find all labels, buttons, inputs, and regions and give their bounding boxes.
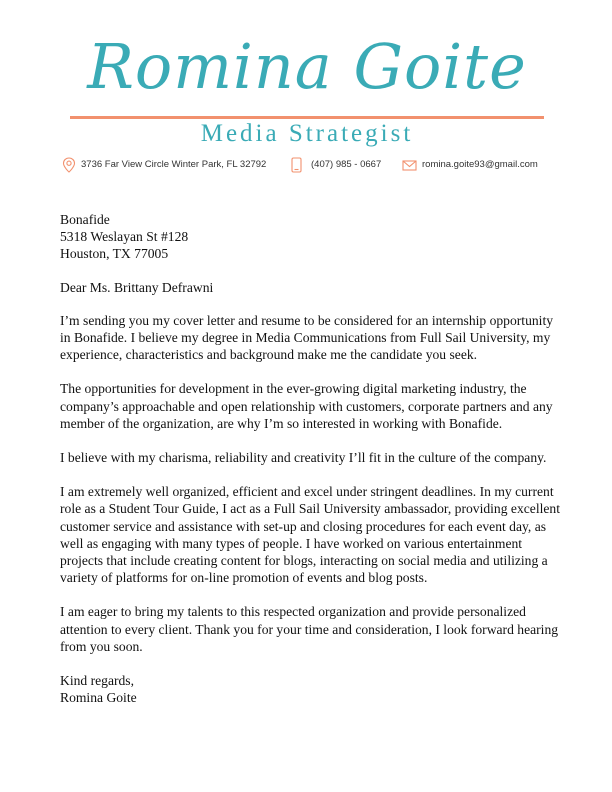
header-job-title: Media Strategist <box>200 120 414 147</box>
contact-address-text: 3736 Far View Circle Winter Park, FL 32792 <box>81 159 267 170</box>
paragraph-experience: I am extremely well organized, efficient and excel under stringent deadlines. In my current role as a Student Tour Guide, I act as a Full Sail University ambassador, providing excellent customer service and assistance with set-up and closing procedures for each event day, as well as engaging with many types of people. I have worked on various entertainment projects that include creating content for blogs, interacting on social media and utilizing a variety of platforms for on-line promotion of events and blog posts. <box>60 484 560 586</box>
envelope-icon <box>402 159 417 172</box>
signature-name: Romina Goite <box>60 690 137 706</box>
salutation: Dear Ms. Brittany Defrawni <box>60 279 214 295</box>
recipient-street: 5318 Weslayan St #128 <box>60 229 189 245</box>
paragraph-opportunities: The opportunities for development in the ever-growing digital marketing industry, the company’s approachable and open relationship with customers, corporate partners and any member of the organization, are why I’m so interested in working with Bonafide. <box>60 381 553 431</box>
contact-address <box>62 156 266 174</box>
paragraph-intro: I’m sending you my cover letter and resume to be considered for an internship opportunity in Bonafide. I believe my degree in Media Communications from Full Sail University, my experience, characteristics and background make me the candidate you seek. <box>60 312 554 363</box>
header-name: Romina Goite <box>87 30 527 103</box>
recipient-company: Bonafide <box>60 212 110 227</box>
contact-phone <box>291 156 381 174</box>
paragraph-closing: I am eager to bring my talents to this respected organization and provide personalized attention to every client. Thank you for your time and consideration, I look forward hearing from you soon. <box>60 604 559 654</box>
recipient-city: Houston, TX 77005 <box>60 246 169 262</box>
contact-phone-text[interactable]: (407) 985 - 0667 <box>311 159 382 170</box>
letter-body <box>60 211 565 706</box>
paragraph-fit: I believe with my charisma, reliability and creativity I’ll fit in the culture of the company. <box>60 450 547 466</box>
contact-email <box>402 156 538 174</box>
phone-icon <box>291 157 302 173</box>
contact-email-text[interactable]: romina.goite93@gmail.com <box>422 159 538 170</box>
location-pin-icon <box>62 157 76 173</box>
closing-phrase: Kind regards, <box>60 673 134 689</box>
